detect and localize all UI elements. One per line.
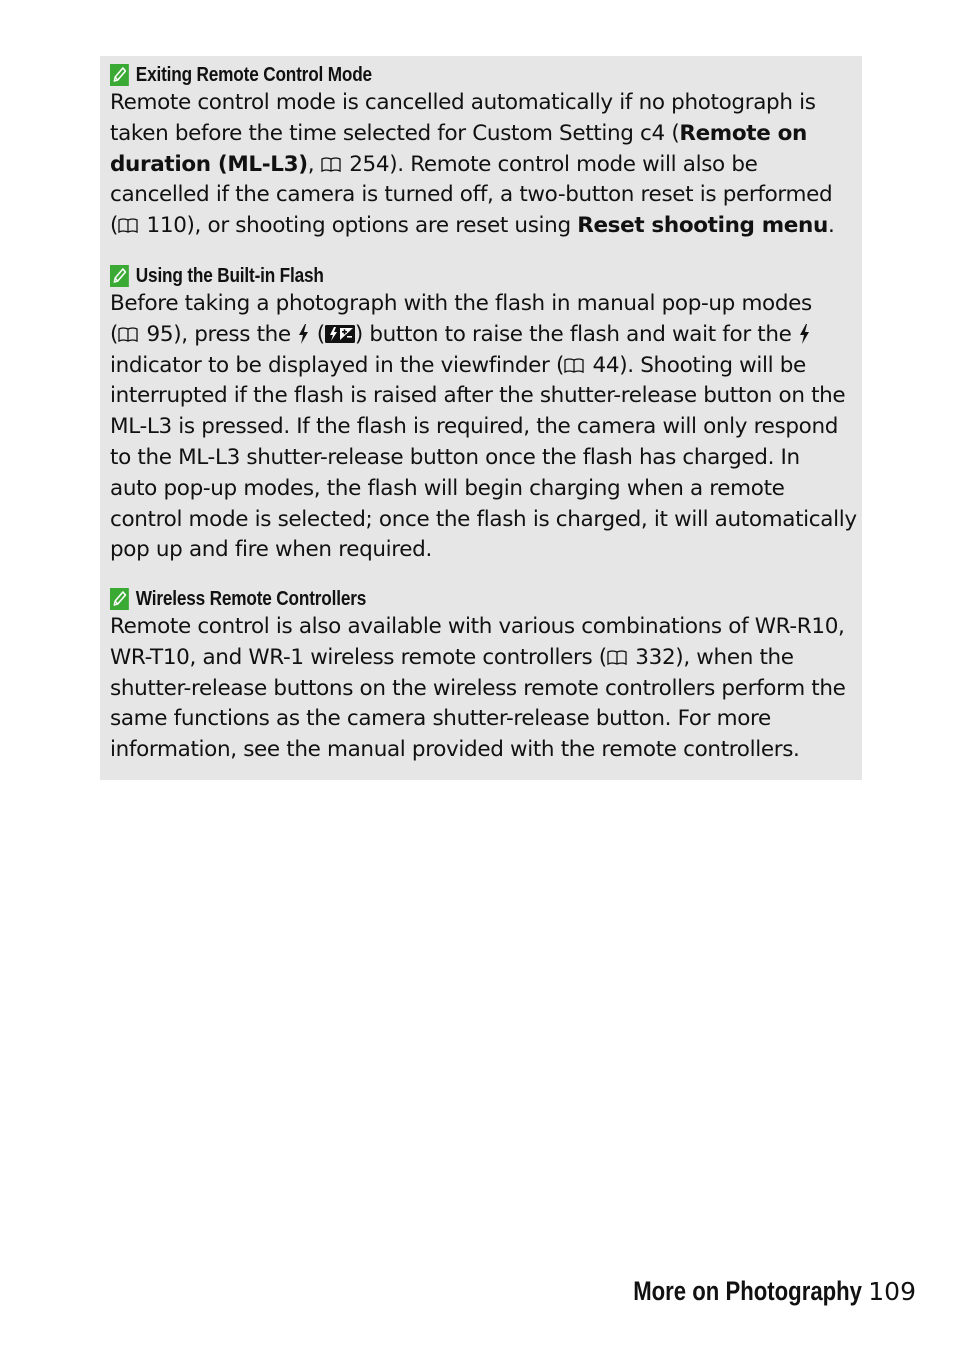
note-line [110, 351, 855, 382]
note-line [110, 643, 855, 674]
pencil-note-icon [110, 64, 129, 86]
text-span: ) button to raise the flash and wait for the [354, 321, 799, 347]
flash-compensation-icon [325, 325, 355, 343]
note-line [110, 412, 855, 443]
note-title [110, 62, 751, 88]
note-line [110, 150, 855, 181]
note-line [110, 474, 855, 505]
note-line [110, 180, 855, 211]
pencil-note-icon [110, 588, 129, 610]
notes-box [100, 56, 862, 780]
text-span: interrupted if the flash is raised after the shutter-release button on the [110, 383, 846, 409]
text-span: information, see the manual provided with the remote controllers. [110, 737, 800, 763]
note-body [110, 289, 855, 566]
text-span: to the ML-L3 shutter-release button once the flash has charged. In [110, 444, 800, 470]
page-footer [583, 1276, 916, 1307]
note-title-text: Wireless Remote Controllers [135, 587, 367, 610]
note-line [110, 443, 855, 474]
text-span: ( [110, 321, 119, 347]
bold-term: duration (ML-L3) [110, 151, 308, 177]
note-body [110, 612, 855, 766]
note-exiting-remote-control-mode [110, 62, 855, 242]
note-line [110, 381, 855, 412]
note-title [110, 263, 751, 289]
text-span: ( [110, 213, 119, 239]
note-wireless-remote-controllers [110, 586, 855, 766]
text-span: indicator to be displayed in the viewfinder ( [110, 352, 565, 378]
footer-section-title: More on Photography [633, 1276, 863, 1306]
book-reference-icon [607, 650, 627, 665]
text-span: WR-T10, and WR-1 wireless remote controllers ( [110, 644, 607, 670]
text-span: control mode is selected; once the flash is charged, it will automatically [110, 506, 857, 532]
text-span: 44). Shooting will be [586, 352, 806, 378]
text-span: 95), press the [140, 321, 298, 347]
text-span: Remote control mode is cancelled automatically if no photograph is [110, 90, 816, 115]
note-line [110, 674, 855, 705]
text-span: Before taking a photograph with the flash in manual pop-up modes [110, 291, 812, 316]
note-line [110, 119, 855, 150]
note-title [110, 586, 751, 612]
book-reference-icon [564, 358, 584, 373]
note-line [110, 612, 855, 643]
book-reference-icon [118, 327, 138, 342]
bold-term: Reset shooting menu [577, 213, 828, 239]
pencil-note-icon [110, 265, 129, 287]
text-span: , [307, 151, 321, 177]
note-body [110, 88, 855, 242]
note-line [110, 88, 855, 119]
text-span: ( [310, 321, 325, 347]
page-number: 109 [868, 1277, 916, 1306]
text-span: . [827, 213, 835, 239]
flash-icon [798, 324, 811, 344]
text-span: same functions as the camera shutter-release button. For more [110, 706, 771, 732]
note-title-text: Using the Built-in Flash [135, 264, 324, 287]
note-line [110, 320, 855, 351]
bold-term: Remote on [679, 120, 807, 146]
book-reference-icon [321, 157, 341, 172]
text-span: ML-L3 is pressed. If the flash is required, the camera will only respond [110, 414, 839, 440]
note-line [110, 505, 855, 536]
note-line [110, 735, 855, 766]
text-span: shutter-release buttons on the wireless remote controllers perform the [110, 675, 846, 701]
text-span: auto pop-up modes, the flash will begin charging when a remote [110, 475, 785, 501]
text-span: Remote control is also available with various combinations of WR-R10, [110, 614, 845, 639]
text-span: cancelled if the camera is turned off, a two-button reset is performed [110, 182, 833, 208]
flash-icon [297, 324, 310, 344]
text-span: 254). Remote control mode will also be [342, 151, 758, 177]
text-span: 332), when the [628, 644, 794, 670]
note-line [110, 289, 855, 320]
note-line [110, 704, 855, 735]
text-span: pop up and fire when required. [110, 537, 432, 563]
note-using-built-in-flash [110, 263, 855, 566]
note-title-text: Exiting Remote Control Mode [135, 63, 372, 86]
book-reference-icon [118, 218, 138, 233]
text-span: 110), or shooting options are reset using [140, 213, 578, 239]
note-line [110, 535, 855, 566]
note-line [110, 211, 855, 242]
text-span: taken before the time selected for Custom Setting c4 ( [110, 120, 680, 146]
